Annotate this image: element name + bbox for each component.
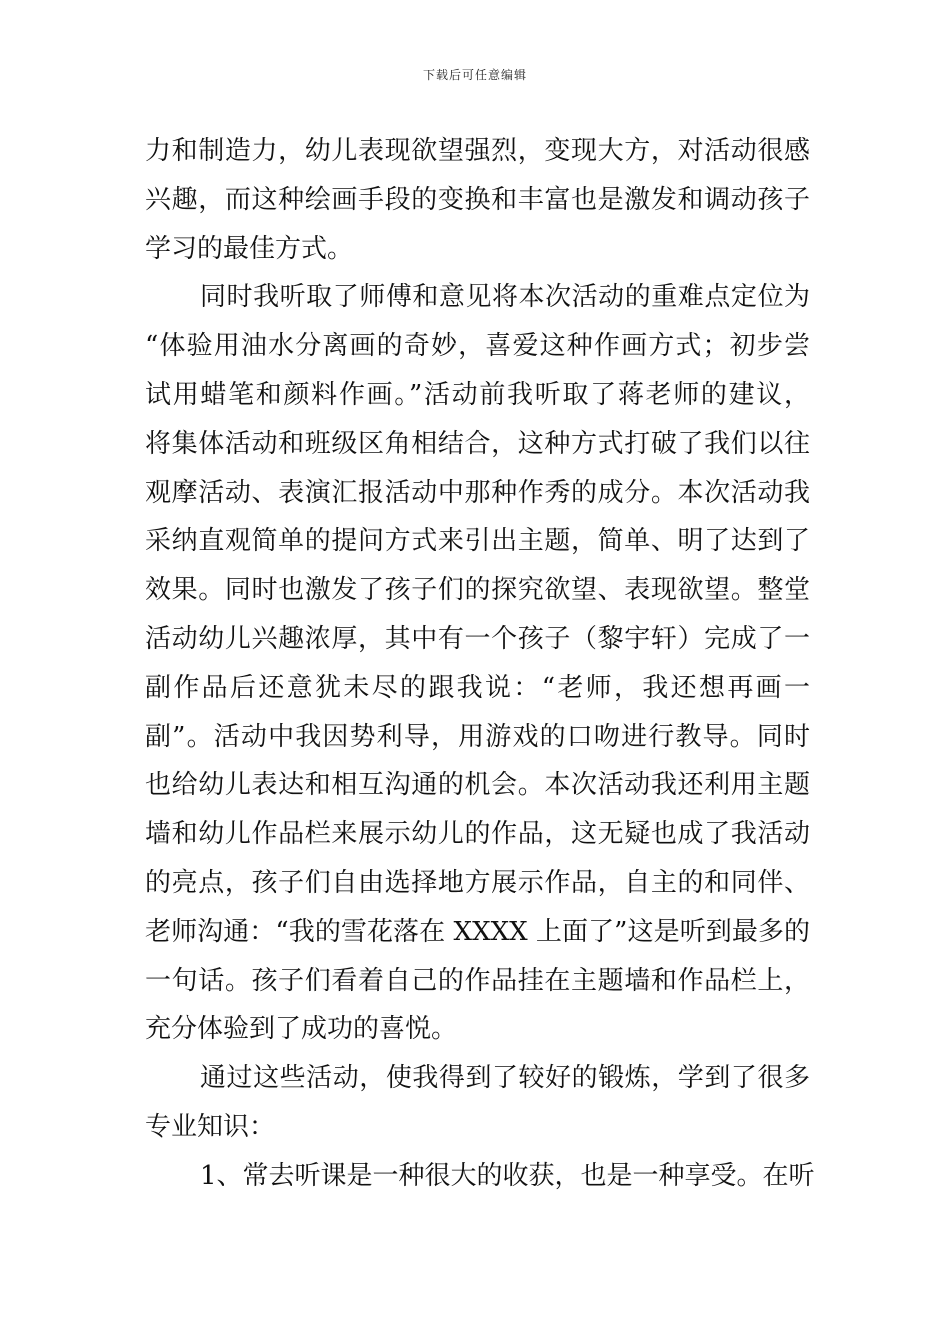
text-line: 观摩活动、表演汇报活动中那种作秀的成分。本次活动我 bbox=[145, 477, 810, 508]
text-line: “体验用油水分离画的奇妙，喜爱这种作画方式；初步尝 bbox=[145, 331, 810, 362]
text-line: 的亮点，孩子们自由选择地方展示作品，自主的和同伴、 bbox=[145, 867, 810, 898]
text-line: 力和制造力，幼儿表现欲望强烈，变现大方，对活动很感 bbox=[145, 136, 810, 166]
paragraph-first-line: 同时我听取了师傅和意见将本次活动的重难点定位为 bbox=[200, 282, 810, 313]
paragraph-first-line: 1、常去听课是一种很大的收获，也是一种享受。在听 bbox=[200, 1160, 815, 1191]
paragraph-first-line: 通过这些活动，使我得到了较好的锻炼，学到了很多 bbox=[200, 1063, 810, 1094]
document-body bbox=[145, 127, 815, 1201]
text-line: 充分体验到了成功的喜悦。 bbox=[145, 1014, 458, 1045]
text-line: 副作品后还意犹未尽的跟我说：“老师，我还想再画一 bbox=[145, 672, 810, 703]
text-line: 一句话。孩子们看着自己的作品挂在主题墙和作品栏上， bbox=[145, 965, 810, 996]
text-line: 活动幼儿兴趣浓厚，其中有一个孩子（黎宇轩）完成了一 bbox=[145, 623, 810, 654]
text-line: 专业知识： bbox=[145, 1111, 276, 1142]
text-line: 墙和幼儿作品栏来展示幼儿的作品，这无疑也成了我活动 bbox=[145, 819, 810, 850]
text-line: 试用蜡笔和颜料作画。”活动前我听取了蒋老师的建议， bbox=[145, 379, 810, 410]
text-line: 将集体活动和班级区角相结合，这种方式打破了我们以往 bbox=[145, 428, 810, 459]
text-line: 老师沟通：“我的雪花落在 XXXX 上面了”这是听到最多的 bbox=[145, 916, 810, 947]
text-line: 副”。活动中我因势利导，用游戏的口吻进行教导。同时 bbox=[145, 721, 810, 752]
text-line: 效果。同时也激发了孩子们的探究欲望、表现欲望。整堂 bbox=[145, 575, 810, 606]
header-note: 下载后可任意编辑 bbox=[422, 68, 527, 82]
text-line: 采纳直观简单的提问方式来引出主题，简单、明了达到了 bbox=[145, 526, 810, 557]
text-line: 学习的最佳方式。 bbox=[145, 233, 354, 264]
text-line: 兴趣，而这种绘画手段的变换和丰富也是激发和调动孩子 bbox=[145, 184, 810, 215]
text-line: 也给幼儿表达和相互沟通的机会。本次活动我还利用主题 bbox=[145, 770, 810, 801]
